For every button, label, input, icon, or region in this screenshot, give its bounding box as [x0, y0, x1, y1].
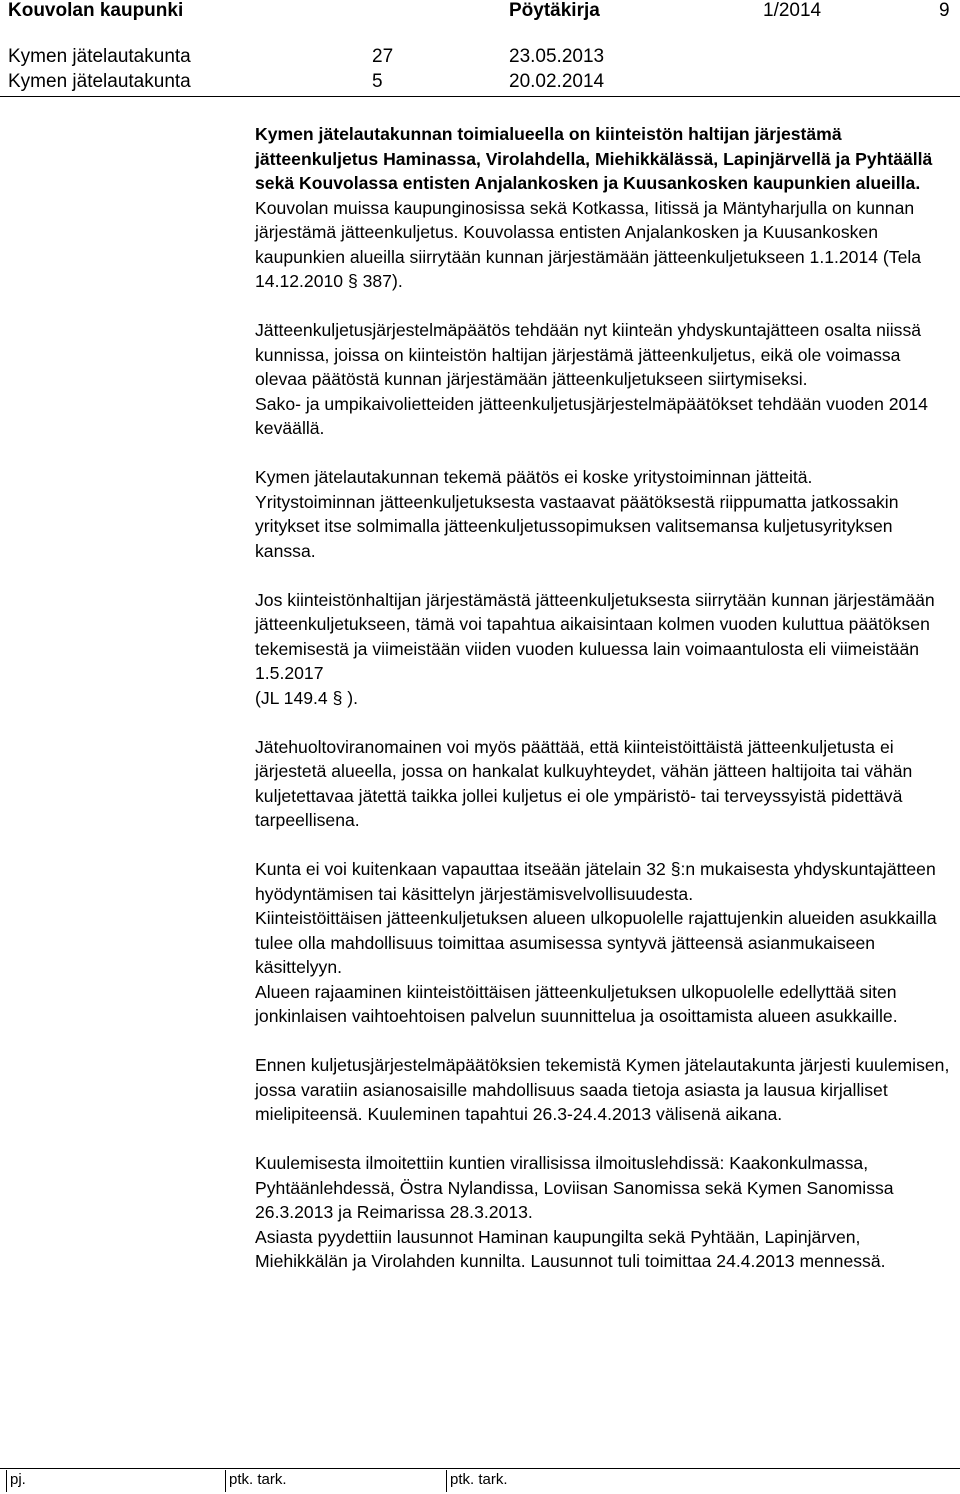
signature-box-border [225, 1470, 226, 1492]
paragraph: Jätehuoltoviranomainen voi myös päättää, että kiinteistöittäistä jätteenkuljetusta ei järjestetä alueella, jossa on hankalat kulkuyhteydet, vähän jätteen haltijoita tai vähän kuljetettavaa jätettä taikka jollei kuljetus ei ole ympäristö- tai terveyssyistä pidettävä tarpeellisena. [255, 736, 913, 830]
paragraph: (JL 149.4 § ). [255, 687, 359, 708]
section-number: 5 [372, 71, 383, 92]
paragraph: Ennen kuljetusjärjestelmäpäätöksien tekemistä Kymen jätelautakunta järjesti kuulemisen, jossa varatiin asianosaisille mahdollisuus saada tietoja asiasta ja lausua kirjalliset mielipiteensä. Kuuleminen tapahtui 26.3-24.4.2013 välisenä aikana. [255, 1055, 950, 1124]
paragraph: Kymen jätelautakunnan tekemä päätös ei koske yritystoiminnan jätteitä. [255, 467, 813, 487]
paragraph: Yritystoiminnan jätteenkuljetuksesta vastaavat päätöksestä riippumatta jatkossakin yritykset itse solmimalla jätteenkuljetussopimuksen valitsemansa kuljetusyrityksen kanssa. [255, 491, 899, 561]
paragraph-bold-lead: Kymen jätelautakunnan toimialueella on kiinteistön haltijan järjestämä jätteenkuljetus Haminassa, Virolahdella, Miehikkälässä, Lapinjärvellä ja Pyhtäällä sekä Kouvolassa entisten Anjalankosken ja Kuusankosken kaupunkien alueilla. [255, 124, 933, 193]
meeting-row-1 [8, 45, 952, 69]
paragraph: Asiasta pyydettiin lausunnot Haminan kaupungilta sekä Pyhtään, Lapinjärven, Miehikkälän ja Virolahden kunnilta. Lausunnot tuli toimittaa 24.4.2013 mennessä. [255, 1226, 886, 1271]
minutes-checker-label: ptk. tark. [450, 1471, 508, 1488]
meeting-row-2 [8, 70, 952, 94]
signature-footer [0, 1468, 960, 1494]
committee-name: Kymen jätelautakunta [8, 71, 191, 92]
header-divider [0, 96, 960, 97]
document-header [8, 0, 952, 23]
section-number: 27 [372, 46, 394, 67]
paragraph: Kiinteistöittäisen jätteenkuljetuksen alueen ulkopuolelle rajattujenkin alueiden asukkailla tulee olla mahdollisuus toimittaa asumisessa syntyvä jätteensä asianmukaiseen käsittelyyn. [255, 908, 937, 977]
committee-name: Kymen jätelautakunta [8, 46, 191, 67]
organization-name: Kouvolan kaupunki [8, 0, 184, 21]
meeting-date: 23.05.2013 [509, 46, 605, 67]
footer-divider [0, 1468, 960, 1469]
page-number: 9 [939, 0, 950, 21]
paragraph-text: Kouvolan muissa kaupunginosissa sekä Kotkassa, Iitissä ja Mäntyharjulla on kunnan järjestämä jätteenkuljetus. Kouvolassa entisten Anjalankosken ja Kuusankosken kaupunkien alueilla siirrytään kunnan järjestämään jätteenkuljetukseen 1.1.2014 (Tela 14.12.2010 § 387). [255, 197, 922, 291]
paragraph: Kuulemisesta ilmoitettiin kuntien virallisissa ilmoituslehdissä: Kaakonkulmassa, Pyhtäänlehdessä, Östra Nylandissa, Loviisan Sanomissa sekä Kymen Sanomissa 26.3.2013 ja Reimarissa 28.3.2013. [255, 1153, 894, 1222]
minutes-checker-label: ptk. tark. [229, 1471, 287, 1488]
paragraph: Kunta ei voi kuitenkaan vapauttaa itseään jätelain 32 §:n mukaisesta yhdyskuntajätteen hyödyntämisen tai käsittelyn järjestämisvelvollisuudesta. [255, 859, 936, 904]
paragraph: Jos kiinteistönhaltijan järjestämästä jätteenkuljetuksesta siirrytään kunnan järjestämään jätteenkuljetukseen, tämä voi tapahtua aikaisintaan kolmen vuoden kuluttua päätöksen tekemisestä ja viimeistään viiden vuoden kuluessa lain voimaantulosta eli viimeistään 1.5.2017 [255, 589, 935, 683]
document-body [255, 122, 950, 1298]
chairperson-initials-label: pj. [10, 1471, 26, 1488]
document-type: Pöytäkirja [509, 0, 600, 21]
document-number: 1/2014 [763, 0, 822, 21]
paragraph [255, 122, 950, 294]
paragraph: Sako- ja umpikaivolietteiden jätteenkuljetusjärjestelmäpäätökset tehdään vuoden 2014 keväällä. [255, 393, 928, 438]
signature-box-border [446, 1470, 447, 1492]
signature-box-border [6, 1470, 7, 1492]
paragraph: Alueen rajaaminen kiinteistöittäisen jätteenkuljetuksen ulkopuolelle edellyttää siten jonkinlaisen vaihtoehtoisen palvelun suunnittelua ja osoittamista alueen asukkaille. [255, 981, 898, 1026]
meeting-date: 20.02.2014 [509, 71, 605, 92]
paragraph: Jätteenkuljetusjärjestelmäpäätös tehdään nyt kiinteän yhdyskuntajätteen osalta niissä kunnissa, joissa on kiinteistön haltijan järjestämä jätteenkuljetus, eikä ole voimassa olevaa päätöstä kunnan järjestämään jätteenkuljetukseen siirtymiseksi. [255, 320, 922, 389]
